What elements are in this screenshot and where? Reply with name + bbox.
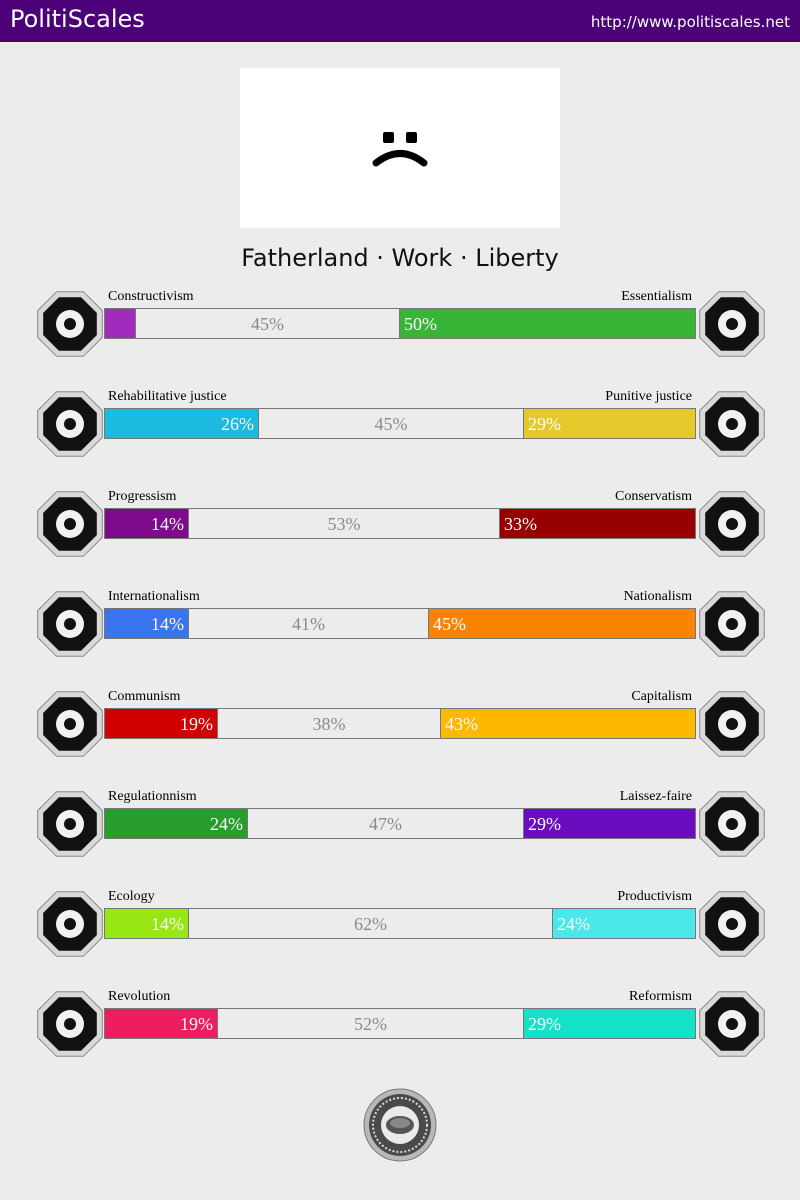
axis-row	[0, 888, 800, 968]
axis-row	[0, 488, 800, 568]
axis-bar	[104, 1008, 696, 1039]
axis-right-segment: 24%	[553, 909, 695, 938]
axis-left-segment: 24%	[105, 809, 247, 838]
axis-center-segment: 45%	[258, 409, 524, 438]
axis-left-segment: 14%	[105, 509, 188, 538]
axis-right-label: Conservatism	[615, 489, 692, 504]
axis-center-segment: 53%	[188, 509, 500, 538]
axis-bar	[104, 308, 696, 339]
site-url-link[interactable]: http://www.politiscales.net	[590, 13, 790, 31]
axis-row	[0, 288, 800, 368]
axis-center-segment: 52%	[217, 1009, 524, 1038]
axis-right-icon	[696, 488, 768, 560]
axis-left-label: Internationalism	[108, 589, 200, 604]
axis-left-label: Rehabilitative justice	[108, 389, 227, 404]
axis-center-segment: 38%	[217, 709, 441, 738]
fist-icon	[34, 988, 106, 1060]
axis-left-icon	[34, 688, 106, 760]
butterfly-icon	[696, 788, 768, 860]
axis-left-icon	[34, 288, 106, 360]
axis-left-label: Ecology	[108, 889, 155, 904]
axis-left-segment: 19%	[105, 1009, 217, 1038]
axis-left-label: Constructivism	[108, 289, 194, 304]
axis-left-label: Progressism	[108, 489, 177, 504]
brand-title[interactable]: PolitiScales	[10, 5, 145, 33]
axis-right-segment: 43%	[441, 709, 695, 738]
axis-right-label: Productivism	[617, 889, 692, 904]
hammer-sickle-icon	[34, 688, 106, 760]
seal-icon	[363, 1088, 437, 1162]
axis-left-label: Communism	[108, 689, 181, 704]
prison-bars-icon	[696, 388, 768, 460]
axis-left-segment: 26%	[105, 409, 258, 438]
axis-right-icon	[696, 688, 768, 760]
axis-right-icon	[696, 988, 768, 1060]
ruler-icon	[34, 788, 106, 860]
axis-row	[0, 388, 800, 468]
axis-left-icon	[34, 588, 106, 660]
axis-right-segment: 29%	[524, 809, 695, 838]
axis-left-icon	[34, 888, 106, 960]
axis-center-segment: 41%	[188, 609, 429, 638]
rocket-icon	[34, 488, 106, 560]
axis-right-label: Reformism	[629, 989, 692, 1004]
gear-icon	[696, 888, 768, 960]
globe-icon	[34, 588, 106, 660]
axis-right-label: Nationalism	[623, 589, 692, 604]
axis-bar	[104, 808, 696, 839]
axis-left-segment	[105, 309, 135, 338]
axis-left-icon	[34, 988, 106, 1060]
header-bar	[0, 0, 800, 42]
dna-flower-icon	[696, 288, 768, 360]
parliament-icon	[696, 988, 768, 1060]
flag-box	[240, 68, 560, 228]
axis-bar	[104, 708, 696, 739]
handshake-icon	[34, 388, 106, 460]
axis-right-segment: 33%	[500, 509, 695, 538]
axis-bar	[104, 908, 696, 939]
slogan: Fatherland · Work · Liberty	[241, 244, 559, 272]
axis-bar	[104, 608, 696, 639]
sad-face-icon	[240, 68, 560, 228]
axis-left-segment: 19%	[105, 709, 217, 738]
axis-right-segment: 29%	[524, 409, 695, 438]
axis-right-label: Punitive justice	[605, 389, 692, 404]
quill-icon	[696, 488, 768, 560]
axis-right-segment: 50%	[400, 309, 695, 338]
money-bag-icon	[696, 688, 768, 760]
axis-row	[0, 988, 800, 1068]
axis-left-icon	[34, 788, 106, 860]
flag-icon	[696, 588, 768, 660]
axis-right-icon	[696, 388, 768, 460]
axis-bar	[104, 408, 696, 439]
axis-right-icon	[696, 888, 768, 960]
axis-right-icon	[696, 788, 768, 860]
axis-center-segment: 62%	[188, 909, 553, 938]
axis-right-icon	[696, 588, 768, 660]
axis-left-icon	[34, 488, 106, 560]
axis-left-icon	[34, 388, 106, 460]
eye-icon	[34, 288, 106, 360]
axis-right-segment: 45%	[429, 609, 695, 638]
axis-center-segment: 45%	[135, 309, 400, 338]
axis-right-label: Capitalism	[631, 689, 692, 704]
axis-left-label: Revolution	[108, 989, 171, 1004]
sprout-icon	[34, 888, 106, 960]
axis-center-segment: 47%	[247, 809, 524, 838]
axis-row	[0, 788, 800, 868]
axis-row	[0, 688, 800, 768]
axis-left-label: Regulationnism	[108, 789, 197, 804]
axis-right-segment: 29%	[524, 1009, 695, 1038]
axis-right-icon	[696, 288, 768, 360]
axis-left-segment: 14%	[105, 909, 188, 938]
axis-right-label: Essentialism	[621, 289, 692, 304]
axis-right-label: Laissez-faire	[619, 789, 692, 804]
axis-bar	[104, 508, 696, 539]
axis-row	[0, 588, 800, 668]
axis-left-segment: 14%	[105, 609, 188, 638]
